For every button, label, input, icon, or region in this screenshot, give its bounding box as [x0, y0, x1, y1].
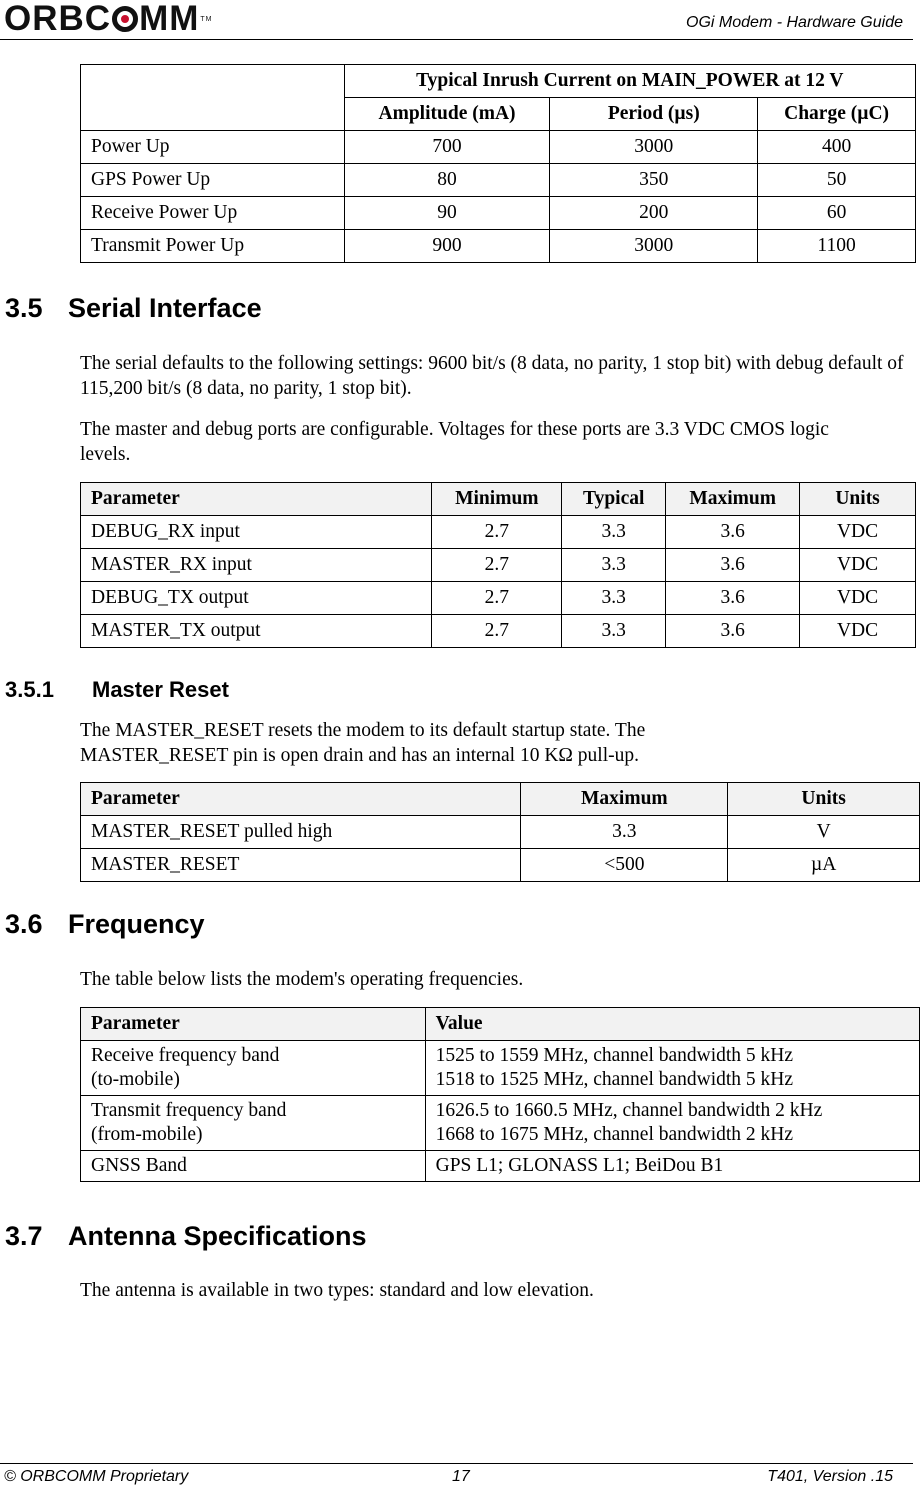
row-label: Receive Power Up	[81, 197, 345, 230]
serial-ports-paragraph: The master and debug ports are configurable. Voltages for these ports are 3.3 VDC CMOS logic levels.	[80, 419, 829, 465]
section-heading-frequency	[5, 909, 205, 940]
cell-value: 3.3	[562, 582, 666, 615]
cell-value: V	[728, 816, 920, 849]
footer-version: T401, Version .15	[767, 1468, 893, 1485]
cell-value: 900	[344, 230, 550, 263]
col-minimum: Minimum	[432, 483, 562, 516]
footer-divider	[0, 1463, 913, 1464]
cell-value: 1100	[758, 230, 916, 263]
col-parameter: Parameter	[81, 1008, 426, 1041]
cell-value: 60	[758, 197, 916, 230]
col-parameter: Parameter	[81, 483, 432, 516]
cell-value: µA	[728, 849, 920, 882]
col-maximum: Maximum	[521, 783, 728, 816]
value-line: 1518 to 1525 MHz, channel bandwidth 5 kHz	[435, 1069, 794, 1090]
cell-value: VDC	[800, 582, 916, 615]
row-label: MASTER_RESET	[81, 849, 521, 882]
master-reset-table	[80, 782, 920, 882]
param-line: Receive frequency band	[91, 1045, 280, 1066]
cell-value	[425, 1041, 919, 1096]
row-label: MASTER_RX input	[81, 549, 432, 582]
cell-value: 2.7	[432, 615, 562, 648]
row-label	[81, 1151, 426, 1182]
inrush-empty-corner	[81, 65, 345, 131]
subsection-heading-master-reset	[5, 677, 229, 703]
cell-value: 3.3	[562, 549, 666, 582]
value-line: 1525 to 1559 MHz, channel bandwidth 5 kHz	[435, 1045, 794, 1066]
cell-value: 50	[758, 164, 916, 197]
cell-value: 3000	[550, 230, 758, 263]
table-row	[81, 1041, 920, 1096]
header-divider	[0, 39, 913, 40]
param-line: Transmit frequency band	[91, 1100, 287, 1121]
section-title: Serial Interface	[68, 293, 262, 323]
cell-value: 400	[758, 131, 916, 164]
cell-value: 700	[344, 131, 550, 164]
inrush-col-period: Period (µs)	[550, 98, 758, 131]
cell-value: 350	[550, 164, 758, 197]
cell-value: VDC	[800, 516, 916, 549]
logo-text-a: ORBC	[4, 0, 112, 38]
section-number: 3.5	[5, 293, 43, 323]
cell-value: 200	[550, 197, 758, 230]
section-number: 3.6	[5, 909, 43, 939]
serial-levels-table	[80, 482, 916, 648]
serial-defaults-paragraph: The serial defaults to the following settings: 9600 bit/s (8 data, no parity, 1 stop bit) with debug default of 115,200 bit/s (8 data, no parity, 1 stop bit).	[80, 353, 904, 399]
logo-ring-icon	[112, 6, 138, 32]
value-line: 1626.5 to 1660.5 MHz, channel bandwidth 2 kHz	[435, 1100, 823, 1121]
cell-value: VDC	[800, 549, 916, 582]
row-label	[81, 1041, 426, 1096]
row-label	[81, 1096, 426, 1151]
table-row	[81, 549, 916, 582]
cell-value: 80	[344, 164, 550, 197]
section-number: 3.7	[5, 1221, 43, 1251]
table-row	[81, 615, 916, 648]
table-row	[81, 230, 916, 263]
cell-value: 3.6	[666, 516, 800, 549]
logo-text-b: MM	[139, 0, 200, 38]
frequency-table	[80, 1007, 920, 1182]
col-value: Value	[425, 1008, 919, 1041]
table-row	[81, 197, 916, 230]
inrush-current-table	[80, 64, 916, 263]
cell-value	[425, 1096, 919, 1151]
cell-value	[425, 1151, 919, 1182]
cell-value: 2.7	[432, 549, 562, 582]
table-row	[81, 516, 916, 549]
footer-copyright: © ORBCOMM Proprietary	[4, 1468, 189, 1485]
table-row	[81, 164, 916, 197]
row-label: DEBUG_RX input	[81, 516, 432, 549]
footer-page-number: 17	[452, 1468, 470, 1485]
table-row	[81, 816, 920, 849]
cell-value: 3.6	[666, 549, 800, 582]
logo-trademark: TM	[200, 15, 213, 23]
param-line: GNSS Band	[91, 1155, 187, 1176]
row-label: DEBUG_TX output	[81, 582, 432, 615]
cell-value: <500	[521, 849, 728, 882]
section-heading-serial-interface	[5, 293, 262, 324]
section-title: Master Reset	[92, 677, 229, 702]
antenna-paragraph: The antenna is available in two types: standard and low elevation.	[80, 1280, 594, 1301]
section-title: Antenna Specifications	[68, 1221, 367, 1251]
master-reset-paragraph: The MASTER_RESET resets the modem to its default startup state. The MASTER_RESET pin is open drain and has an internal 10 KΩ pull-up.	[80, 720, 646, 766]
document-title: OGi Modem - Hardware Guide	[686, 14, 903, 31]
col-units: Units	[800, 483, 916, 516]
cell-value: 3.3	[562, 516, 666, 549]
inrush-col-amplitude: Amplitude (mA)	[344, 98, 550, 131]
table-row	[81, 131, 916, 164]
value-line: 1668 to 1675 MHz, channel bandwidth 2 kHz	[435, 1124, 794, 1145]
frequency-paragraph: The table below lists the modem's operating frequencies.	[80, 969, 524, 990]
cell-value: 3000	[550, 131, 758, 164]
inrush-col-charge: Charge (µC)	[758, 98, 916, 131]
row-label: MASTER_TX output	[81, 615, 432, 648]
col-parameter: Parameter	[81, 783, 521, 816]
row-label: Power Up	[81, 131, 345, 164]
row-label: MASTER_RESET pulled high	[81, 816, 521, 849]
param-line: (from-mobile)	[91, 1124, 203, 1145]
value-line: GPS L1; GLONASS L1; BeiDou B1	[435, 1155, 724, 1176]
cell-value: 2.7	[432, 582, 562, 615]
row-label: GPS Power Up	[81, 164, 345, 197]
table-row	[81, 582, 916, 615]
cell-value: 3.6	[666, 582, 800, 615]
table-row	[81, 1151, 920, 1182]
row-label: Transmit Power Up	[81, 230, 345, 263]
cell-value: VDC	[800, 615, 916, 648]
param-line: (to-mobile)	[91, 1069, 180, 1090]
table-row	[81, 1096, 920, 1151]
inrush-group-header: Typical Inrush Current on MAIN_POWER at 12 V	[344, 65, 915, 98]
cell-value: 3.3	[521, 816, 728, 849]
cell-value: 3.3	[562, 615, 666, 648]
cell-value: 2.7	[432, 516, 562, 549]
col-maximum: Maximum	[666, 483, 800, 516]
cell-value: 3.6	[666, 615, 800, 648]
cell-value: 90	[344, 197, 550, 230]
col-typical: Typical	[562, 483, 666, 516]
section-heading-antenna-specifications	[5, 1221, 367, 1252]
col-units: Units	[728, 783, 920, 816]
table-row	[81, 849, 920, 882]
section-title: Frequency	[68, 909, 205, 939]
section-number: 3.5.1	[5, 677, 54, 702]
orbcomm-logo	[4, 0, 212, 38]
